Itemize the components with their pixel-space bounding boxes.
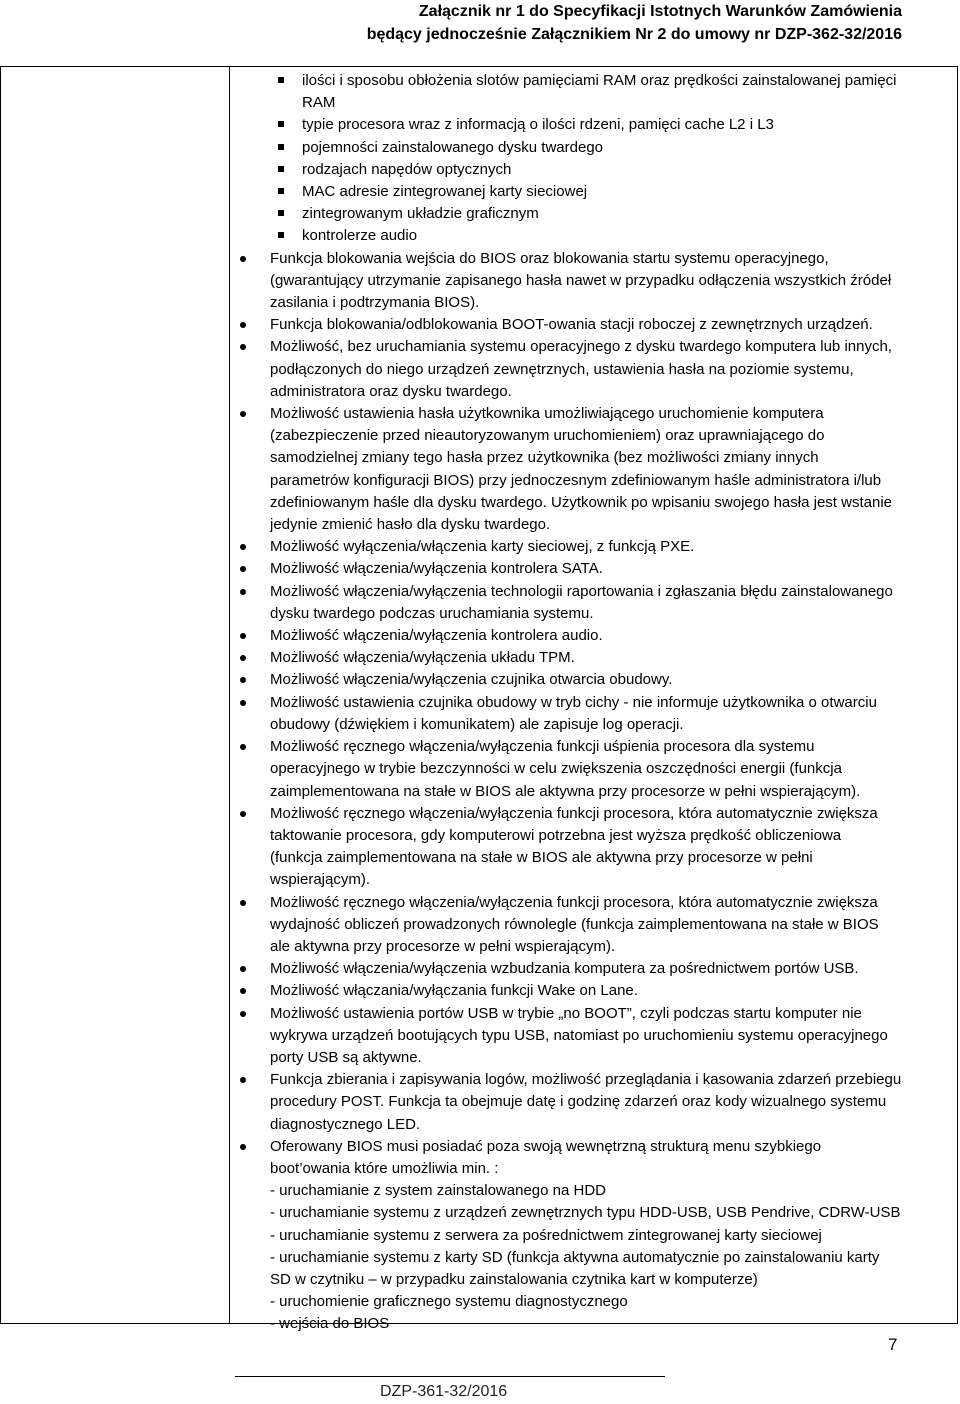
item-line: samodzielnej zmiany tego hasła przez użytkownika (bez możliwości zmiany innych	[270, 449, 819, 467]
bullet-item	[270, 669, 952, 691]
bullet-item	[270, 803, 952, 892]
item-line: dysku twardego podczas uruchamiania systemu.	[270, 604, 594, 622]
item-line: ilości i sposobu obłożenia slotów pamięciami RAM oraz prędkości zainstalowanej pamięci	[302, 72, 897, 89]
footer-reference: DZP-361-32/2016	[380, 1383, 508, 1400]
item-line: - uruchamianie systemu z serwera za pośrednictwem zintegrowanej karty sieciowej	[270, 1226, 822, 1244]
item-line: zdefiniowanym haśle dla dysku twardego. Użytkownik po wpisaniu swojego hasła jest wstanie	[270, 493, 892, 511]
bullet-item	[270, 248, 952, 315]
item-line: procedury POST. Funkcja ta obejmuje datę i godzinę zdarzeń oraz kody wizualnego systemu	[270, 1093, 887, 1111]
item-line: boot’owania które umożliwia min. :	[270, 1159, 499, 1177]
item-line: rodzajach napędów optycznych	[302, 160, 512, 178]
item-line: - uruchomienie graficznego systemu diagnostycznego	[270, 1293, 628, 1311]
item-line: parametrów konfiguracji BIOS) przy jednoczesnym zdefiniowanym haśle administratora i/lub	[270, 471, 882, 489]
item-line: (gwarantujący utrzymanie zapisanego hasła nawet w przypadku odłączenia wszystkich źródeł	[270, 271, 892, 289]
item-line: zaimplementowana na stałe w BIOS ale aktywna przy procesorze w pełni wspierającym).	[270, 782, 861, 800]
item-line: Możliwość włączenia/wyłączenia kontrolera audio.	[270, 627, 603, 645]
item-line: ale aktywna przy procesorze w pełni wspierającym).	[270, 937, 616, 955]
item-line: Możliwość, bez uruchamiania systemu operacyjnego z dysku twardego komputera lub innych,	[270, 338, 892, 356]
requirements-list	[270, 70, 952, 1336]
bullet-item	[270, 692, 952, 736]
item-line: administratora oraz dysku twardego.	[270, 382, 512, 400]
square-bullet-item	[302, 159, 952, 181]
item-line: Możliwość ręcznego włączenia/wyłączenia funkcji uśpienia procesora dla systemu	[270, 738, 815, 756]
item-line: RAM	[302, 94, 336, 112]
item-line: SD w czytniku – w przypadku zainstalowania czytnika kart w komputerze)	[270, 1270, 758, 1288]
bullet-item	[270, 1003, 952, 1070]
square-bullet-item	[302, 114, 952, 136]
item-line: porty USB są aktywne.	[270, 1048, 422, 1066]
item-line: MAC adresie zintegrowanej karty sieciowej	[302, 183, 588, 201]
item-line: kontrolerze audio	[302, 227, 418, 245]
bullet-item	[270, 980, 952, 1002]
item-line: - uruchamianie z system zainstalowanego na HDD	[270, 1182, 606, 1200]
item-line: (funkcja zaimplementowana na stałe w BIOS ale aktywna przy procesorze w pełni	[270, 849, 813, 867]
bullet-item	[270, 1069, 952, 1136]
bullet-item	[270, 1136, 952, 1336]
header-line-1: Załącznik nr 1 do Specyfikacji Istotnych Warunków Zamówienia	[418, 3, 902, 20]
item-line: Możliwość włączenia/wyłączenia układu TPM.	[270, 649, 575, 667]
item-line: Możliwość ręcznego włączenia/wyłączenia funkcji procesora, która automatycznie zwiększa	[270, 893, 878, 911]
item-line: pojemności zainstalowanego dysku twardego	[302, 138, 604, 156]
square-bullet-item	[302, 225, 952, 247]
item-line: Możliwość ustawienia portów USB w trybie „no BOOT”, czyli podczas startu komputer nie	[270, 1004, 862, 1022]
item-line: - uruchamianie systemu z urządzeń zewnętrznych typu HDD-USB, USB Pendrive, CDRW-USB	[270, 1204, 901, 1222]
item-line: diagnostycznego LED.	[270, 1115, 421, 1133]
item-line: - uruchamianie systemu z karty SD (funkcja aktywna automatycznie po zainstalowaniu karty	[270, 1248, 880, 1266]
item-line: Możliwość wyłączenia/włączenia karty sieciowej, z funkcją PXE.	[270, 538, 695, 556]
bullet-item	[270, 558, 952, 580]
footer-rule	[235, 1376, 665, 1377]
item-line: Możliwość włączenia/wyłączenia wzbudzania komputera za pośrednictwem portów USB.	[270, 960, 859, 978]
item-line: typie procesora wraz z informacją o ilości rdzeni, pamięci cache L2 i L3	[302, 116, 774, 134]
item-line: Oferowany BIOS musi posiadać poza swoją wewnętrzną strukturą menu szybkiego	[270, 1137, 822, 1155]
item-line: Funkcja blokowania/odblokowania BOOT-owania stacji roboczej z zewnętrznych urządzeń.	[270, 316, 873, 334]
column-divider	[229, 67, 230, 1323]
bullet-item	[270, 736, 952, 803]
square-bullet-item	[302, 181, 952, 203]
bullet-item	[270, 403, 952, 536]
item-line: Funkcja blokowania wejścia do BIOS oraz blokowania startu systemu operacyjnego,	[270, 249, 829, 267]
item-line: Możliwość włączenia/wyłączenia technologii raportowania i zgłaszania błędu zainstalowanego	[270, 582, 893, 600]
item-line: zintegrowanym układzie graficznym	[302, 205, 539, 223]
item-line: Możliwość włączenia/wyłączenia czujnika otwarcia obudowy.	[270, 671, 673, 689]
item-line: Możliwość włączania/wyłączania funkcji Wake on Lane.	[270, 982, 638, 1000]
square-bullet-item	[302, 137, 952, 159]
bullet-item	[270, 314, 952, 336]
bullet-item	[270, 892, 952, 959]
item-line: Funkcja zbierania i zapisywania logów, możliwość przeglądania i kasowania zdarzeń przebiegu	[270, 1071, 902, 1089]
item-line: jedynie zmienić hasło dla dysku twardego.	[270, 516, 551, 534]
document-header	[367, 0, 902, 46]
item-line: (zabezpieczenie przed nieautoryzowanym uruchomieniem) oraz uprawniającego do	[270, 427, 825, 445]
square-bullet-item	[302, 203, 952, 225]
bullet-item	[270, 336, 952, 403]
item-line: wydajność obliczeń prowadzonych równolegle (funkcja zaimplementowana na stałe w BIOS	[270, 915, 879, 933]
item-line: Możliwość ręcznego włączenia/wyłączenia funkcji procesora, która automatycznie zwiększa	[270, 804, 878, 822]
item-line: wspierającym).	[270, 871, 371, 889]
item-line: obudowy (dźwiękiem i komunikatem) ale zapisuje log operacji.	[270, 715, 684, 733]
bullet-item	[270, 625, 952, 647]
square-bullet-item	[302, 70, 952, 114]
item-line: - wejścia do BIOS	[270, 1315, 390, 1333]
item-line: operacyjnego w trybie bezczynności w celu zwiększenia oszczędności energii (funkcja	[270, 760, 842, 778]
item-line: Możliwość ustawienia czujnika obudowy w tryb cichy - nie informuje użytkownika o otwarciu	[270, 693, 877, 711]
item-line: podłączonych do niego urządzeń zewnętrznych, ustawienia hasła na poziomie systemu,	[270, 360, 854, 378]
bullet-item	[270, 958, 952, 980]
header-line-2: będący jednocześnie Załącznikiem Nr 2 do umowy nr DZP-362-32/2016	[366, 26, 902, 43]
bullet-item	[270, 647, 952, 669]
item-line: zasilania i podtrzymania BIOS).	[270, 294, 480, 312]
bullet-item	[270, 536, 952, 558]
item-line: taktowanie procesora, gdy komputerowi potrzebna jest wyższa prędkość obliczeniowa	[270, 826, 842, 844]
item-line: wykrywa urządzeń bootujących typu USB, natomiast po uruchomieniu systemu operacyjnego	[270, 1026, 888, 1044]
bullet-item	[270, 581, 952, 625]
item-line: Możliwość ustawienia hasła użytkownika umożliwiającego uruchomienie komputera	[270, 405, 824, 423]
item-line: Możliwość włączenia/wyłączenia kontrolera SATA.	[270, 560, 603, 578]
page-number: 7	[888, 1335, 898, 1354]
